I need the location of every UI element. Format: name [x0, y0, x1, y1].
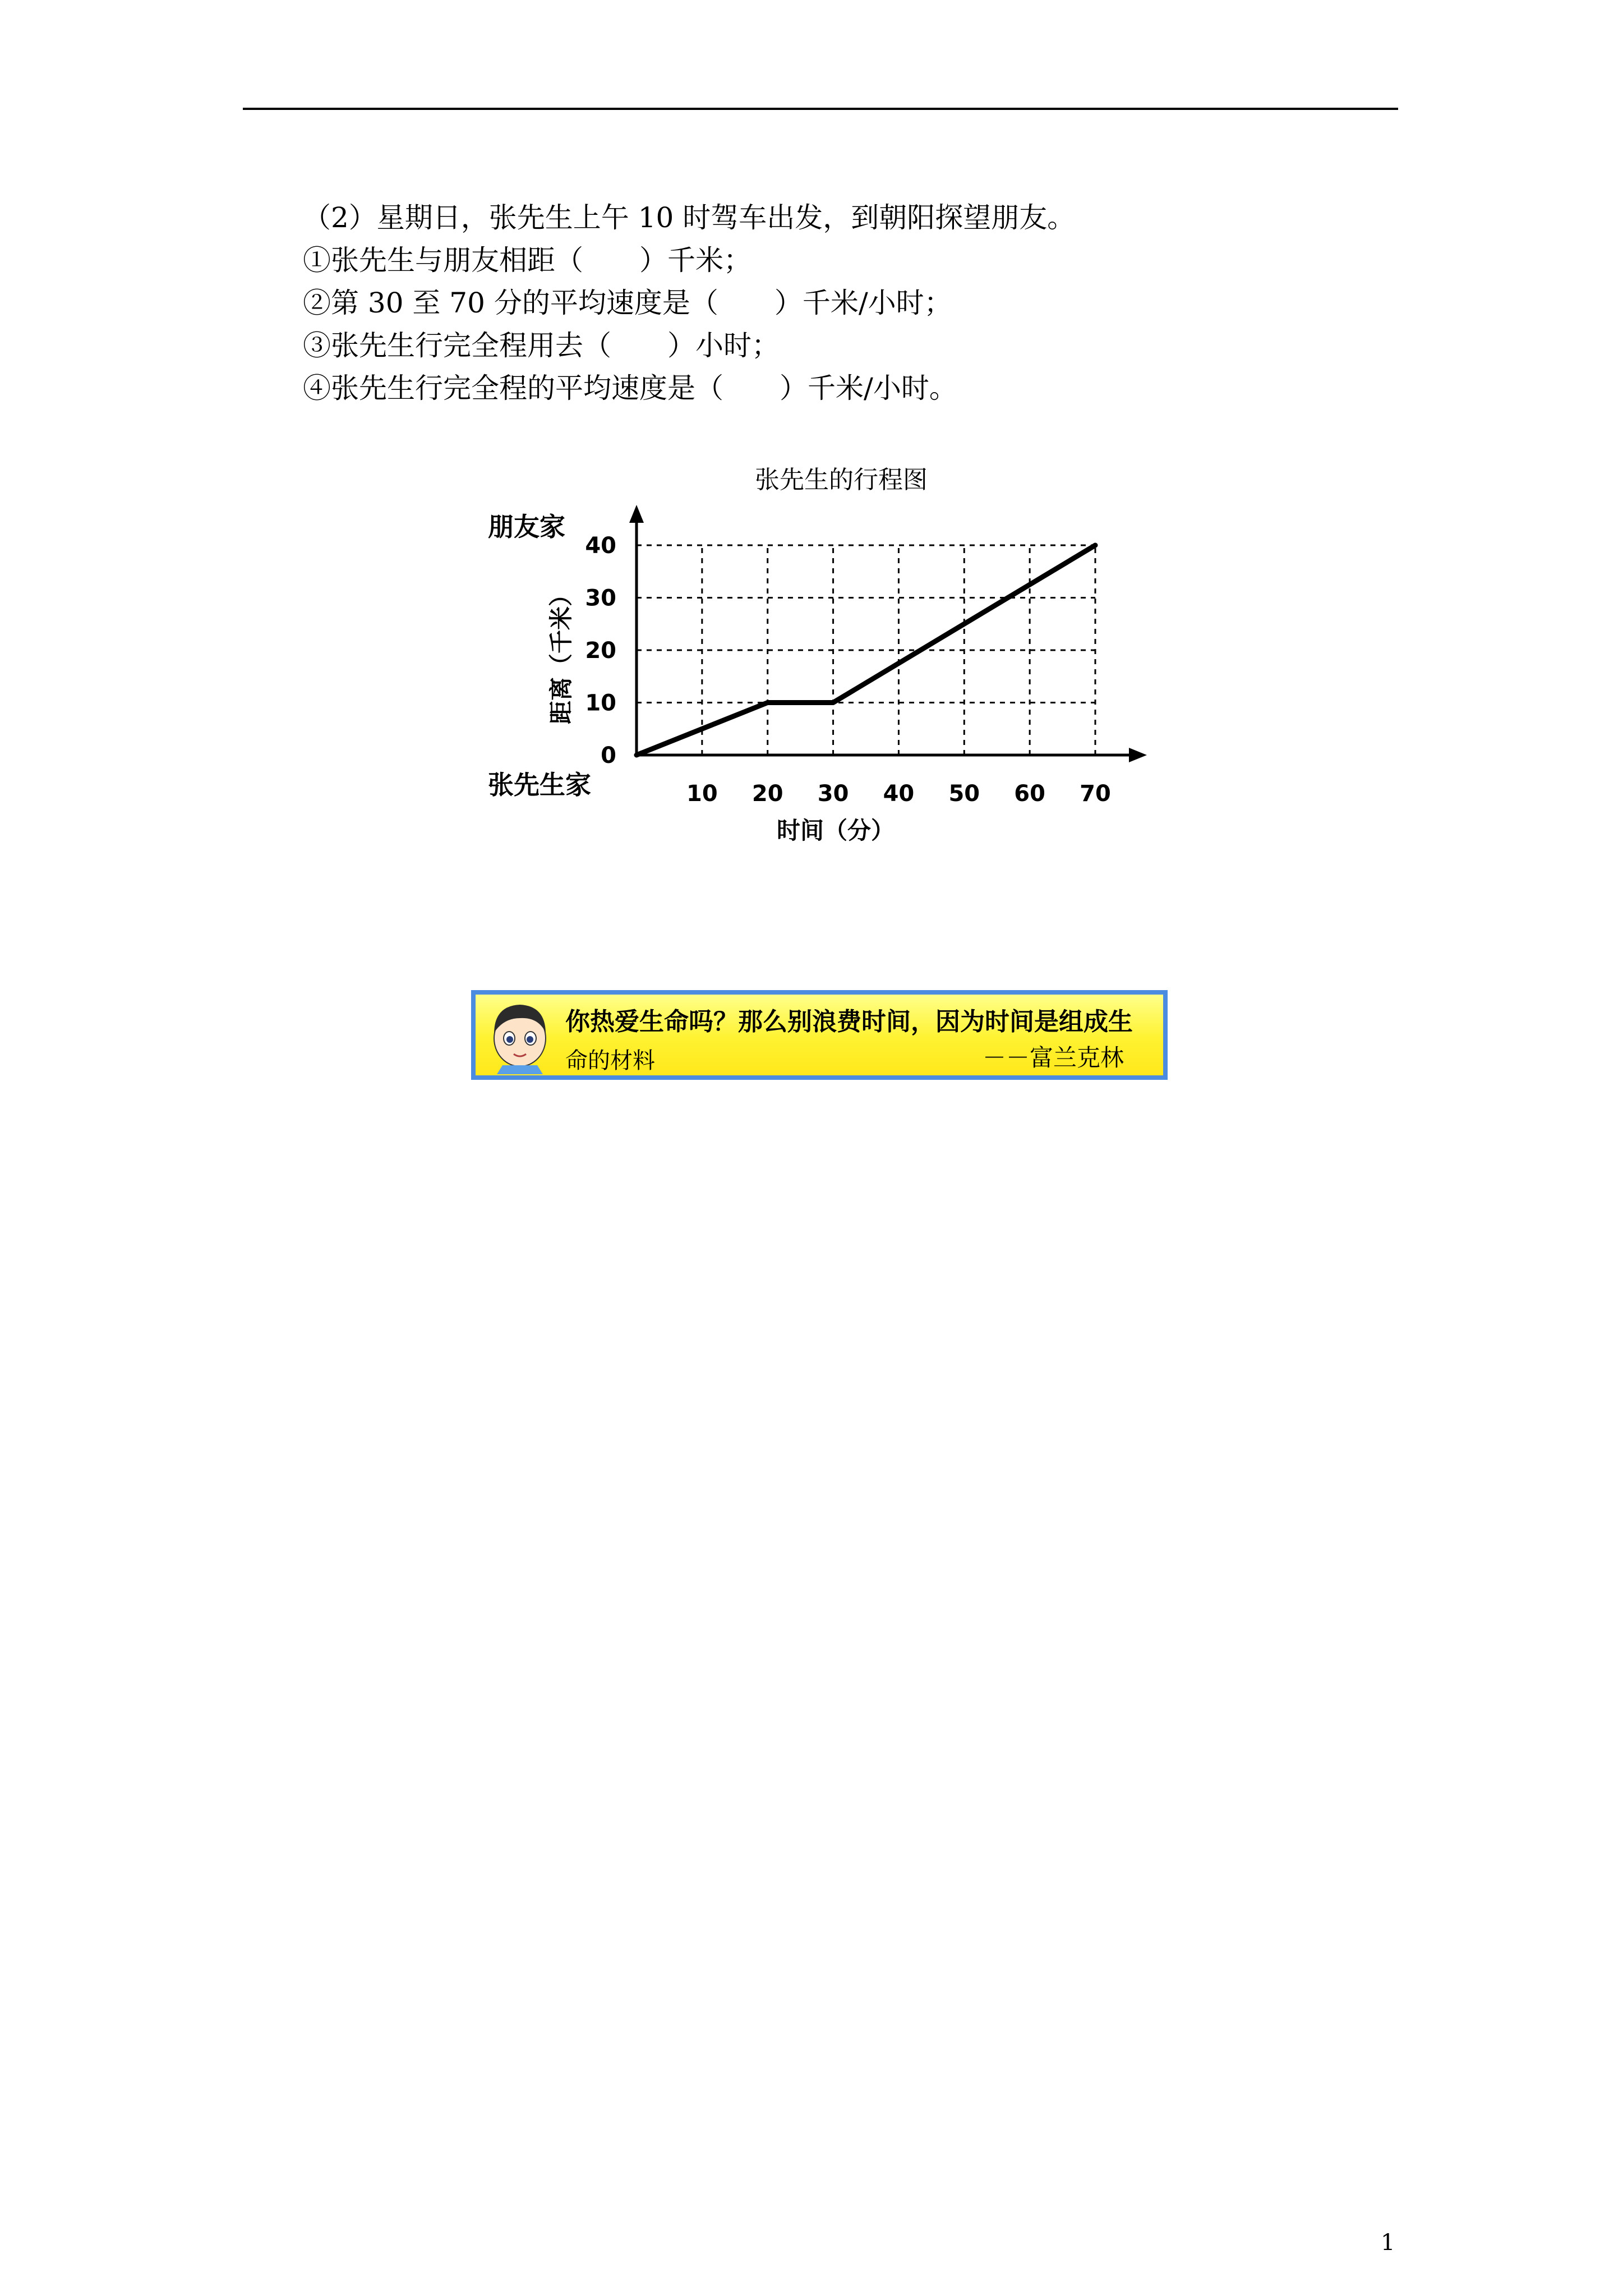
- question-intro: （2）星期日，张先生上午 10 时驾车出发，到朝阳探望朋友。: [303, 201, 1076, 234]
- x-tick-label: 50: [948, 781, 980, 807]
- chart-ticks: [585, 533, 1111, 807]
- series-point: [832, 701, 835, 705]
- chart-svg: [471, 460, 1166, 864]
- page-number: 1: [1381, 2230, 1395, 2256]
- x-tick-label: 20: [751, 781, 783, 807]
- x-tick-label: 60: [1014, 781, 1045, 807]
- y-tick-label: 30: [585, 585, 616, 611]
- x-tick-label: 30: [817, 781, 849, 807]
- x-tick-label: 40: [883, 781, 915, 807]
- quote-banner: [471, 990, 1168, 1080]
- x-axis-arrow: [1129, 748, 1147, 762]
- series-line: [637, 545, 1095, 755]
- quote-line-2: 命的材料: [565, 1048, 655, 1074]
- series-point: [635, 753, 638, 757]
- series-point: [766, 701, 769, 705]
- x-tick-label: 10: [686, 781, 718, 807]
- start-location-label: 张先生家: [488, 770, 591, 800]
- series-point: [1094, 544, 1097, 547]
- y-tick-label: 20: [585, 638, 616, 664]
- question-item-4: ④张先生行完全程的平均速度是（ ）千米/小时。: [303, 372, 957, 404]
- quote-author: －－富兰克林: [982, 1044, 1124, 1071]
- chart-series: [635, 544, 1097, 757]
- question-item-2: ②第 30 至 70 分的平均速度是（ ）千米/小时；: [303, 287, 952, 319]
- chart-grid: [637, 545, 1095, 755]
- chart-title: 张先生的行程图: [755, 466, 928, 494]
- cartoon-boy-icon: [487, 998, 553, 1074]
- quote-line-1: 你热爱生命吗？那么别浪费时间，因为时间是组成生: [565, 1007, 1133, 1036]
- travel-chart: [471, 460, 1166, 864]
- y-axis-label: 距离（千米）: [547, 582, 575, 725]
- y-axis-arrow: [629, 505, 644, 523]
- y-tick-label: 40: [585, 533, 616, 559]
- y-tick-label: 10: [585, 690, 616, 716]
- question-item-1: ①张先生与朋友相距（ ）千米；: [303, 244, 751, 277]
- question-block: [303, 196, 1368, 409]
- header-rule: [243, 108, 1398, 110]
- x-axis-label: 时间（分）: [776, 817, 895, 844]
- end-location-label: 朋友家: [488, 512, 565, 542]
- question-item-3: ③张先生行完全程用去（ ）小时；: [303, 329, 780, 362]
- y-tick-label: 0: [601, 743, 616, 769]
- x-tick-label: 70: [1080, 781, 1111, 807]
- chart-axes: [629, 505, 1147, 762]
